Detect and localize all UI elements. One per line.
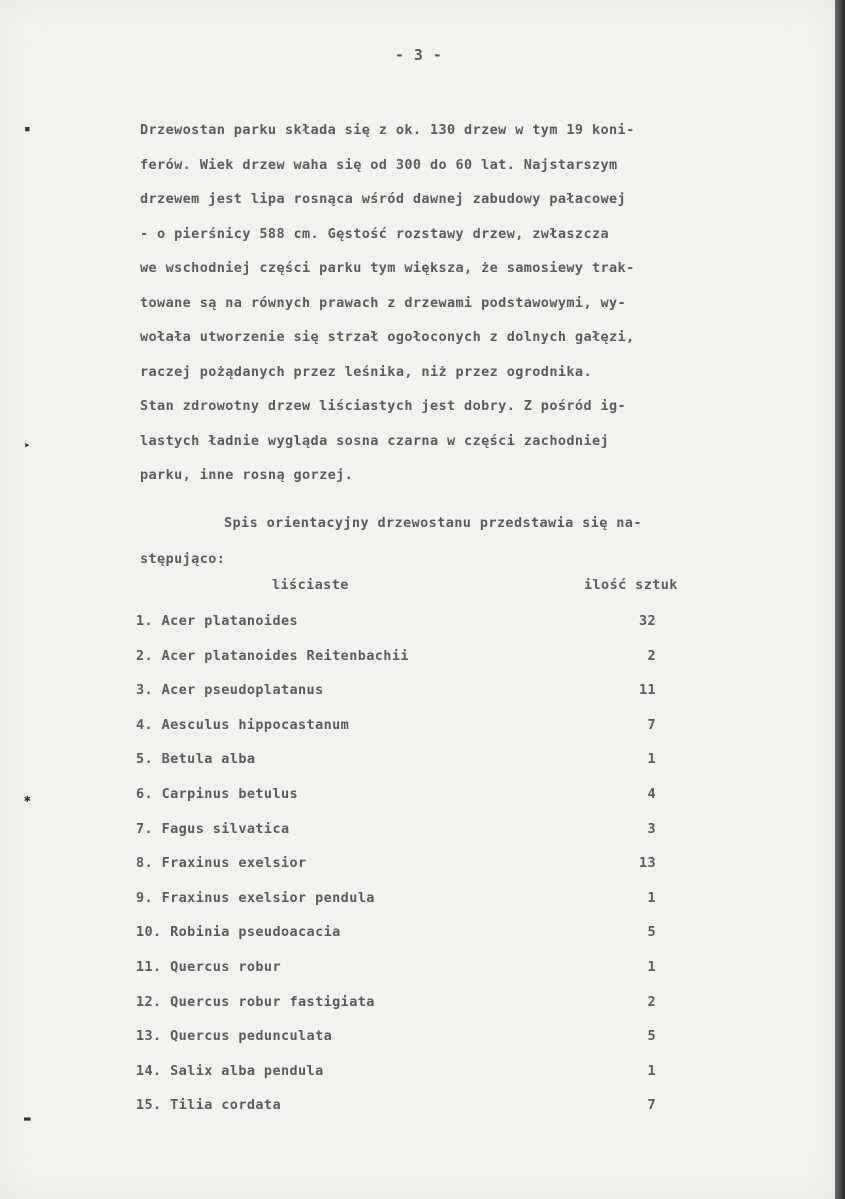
species-name: 2. Acer platanoides Reitenbachii — [136, 647, 409, 664]
margin-mark: ▬ — [24, 1112, 31, 1125]
table-row — [136, 922, 656, 942]
table-header-count: ilość sztuk — [584, 577, 678, 593]
species-count: 32 — [638, 613, 656, 629]
paragraph-line: lastych ładnie wygląda sosna czarna w części zachodniej — [140, 432, 610, 449]
species-name: 6. Carpinus betulus — [136, 786, 299, 802]
margin-mark: ▸ — [24, 438, 31, 451]
species-name: 15. Tilia cordata — [136, 1097, 281, 1114]
paragraph-line: - o pierśnicy 588 cm. Gęstość rozstawy drzew, zwłaszcza — [140, 225, 610, 242]
species-count: 1 — [647, 1062, 656, 1079]
paragraph-line: parku, inne rosną gorzej. — [140, 467, 354, 483]
species-name: 5. Betula alba — [136, 751, 256, 768]
species-count: 3 — [647, 820, 656, 837]
table-row — [136, 646, 656, 666]
paragraph-line: Drzewostan parku składa się z ok. 130 drzew w tym 19 koni- — [140, 122, 635, 138]
species-count: 1 — [647, 959, 656, 975]
table-row — [136, 611, 656, 631]
page-number: - 3 - — [395, 46, 443, 64]
species-count: 7 — [647, 716, 656, 733]
table-row — [136, 957, 656, 977]
species-name: 1. Acer platanoides — [136, 613, 299, 629]
paragraph-line: Stan zdrowotny drzew liściastych jest dobry. Z pośród ig- — [140, 398, 627, 414]
species-name: 9. Fraxinus exelsior pendula — [136, 889, 375, 906]
paragraph-line: stępująco: — [140, 551, 226, 567]
species-count: 1 — [647, 751, 656, 768]
species-name: 4. Aesculus hippocastanum — [136, 716, 350, 733]
paragraph-line: towane są na równych prawach z drzewami podstawowymi, wy- — [140, 294, 627, 311]
species-name: 13. Quercus pedunculata — [136, 1028, 333, 1045]
species-count: 5 — [647, 1028, 656, 1045]
margin-mark: ✱ — [24, 792, 31, 805]
table-row — [136, 1095, 656, 1115]
species-name: 12. Quercus robur fastigiata — [136, 993, 375, 1010]
species-count: 13 — [638, 855, 656, 872]
table-row — [136, 680, 656, 700]
species-count: 2 — [647, 647, 656, 664]
paragraph-line: wołała utworzenie się strzał ogołoconych z dolnych gałęzi, — [140, 329, 635, 345]
paragraph-line: raczej pożądanych przez leśnika, niż przez ogrodnika. — [140, 363, 592, 380]
table-row — [136, 1026, 656, 1046]
species-name: 10. Robinia pseudoacacia — [136, 924, 341, 941]
table-row — [136, 715, 656, 735]
table-header-name: liściaste — [272, 577, 349, 593]
paragraph-line: ferów. Wiek drzew waha się od 300 do 60 lat. Najstarszym — [140, 156, 618, 173]
margin-mark: ▪ — [24, 122, 31, 135]
table-row — [136, 784, 656, 804]
table-row — [136, 819, 656, 839]
species-count: 2 — [647, 993, 656, 1010]
table-row — [136, 1061, 656, 1081]
table-row — [136, 853, 656, 873]
species-count: 7 — [647, 1097, 656, 1114]
table-row — [136, 888, 656, 908]
scan-edge — [835, 0, 845, 1199]
species-name: 8. Fraxinus exelsior — [136, 855, 307, 872]
species-count: 5 — [647, 924, 656, 941]
species-name: 3. Acer pseudoplatanus — [136, 682, 324, 699]
species-count: 1 — [647, 889, 656, 906]
table-row — [136, 992, 656, 1012]
species-count: 4 — [647, 786, 656, 802]
paragraph-line: we wschodniej części parku tym większa, że samosiewy trak- — [140, 260, 635, 276]
species-name: 14. Salix alba pendula — [136, 1062, 324, 1079]
table-row — [136, 749, 656, 769]
species-count: 11 — [638, 682, 656, 699]
paragraph-line: drzewem jest lipa rosnąca wśród dawnej zabudowy pałacowej — [140, 191, 627, 207]
species-name: 7. Fagus silvatica — [136, 820, 290, 837]
species-name: 11. Quercus robur — [136, 959, 281, 975]
paragraph-line: Spis orientacyjny drzewostanu przedstawia się na- — [224, 515, 642, 531]
